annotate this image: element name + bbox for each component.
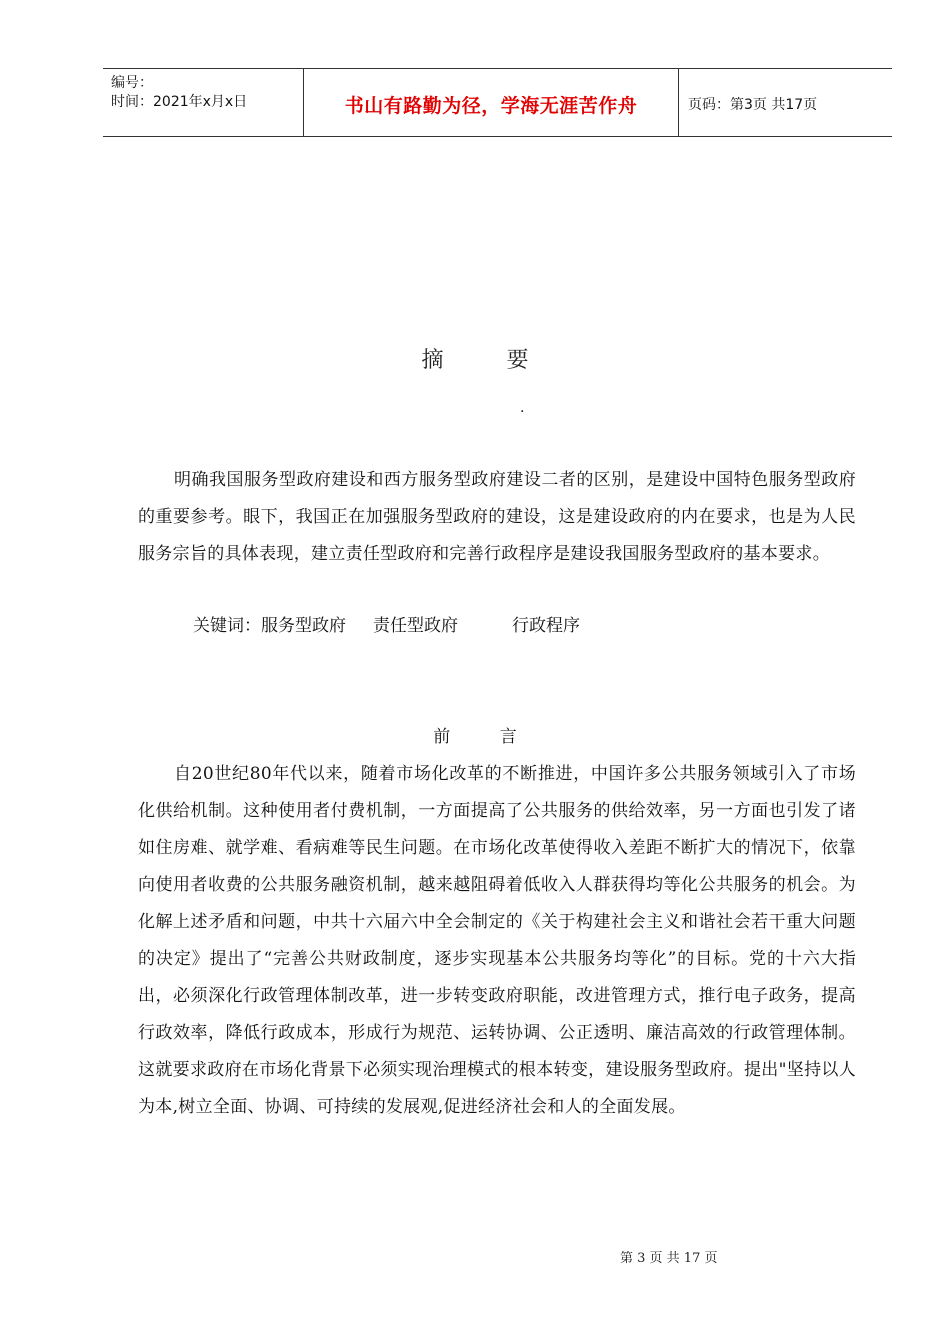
keywords-line: 关键词：服务型政府 责任型政府 行政程序: [193, 616, 581, 636]
preface-body: 自20世纪80年代以来，随着市场化改革的不断推进，中国许多公共服务领域引入了市场化供给机制。这种使用者付费机制，一方面提高了公共服务的供给效率，另一方面也引发了诸如住房难、就学难、看病难等民生问题。在市场化改革使得收入差距不断扩大的情况下，依靠向使用者收费的公共服务融资机制，越来越阻碍着低收入人群获得均等化公共服务的机会。为化解上述矛盾和问题，中共十六届六中全会制定的《关于构建社会主义和谐社会若干重大问题的决定》提出了“完善公共财政制度，逐步实现基本公共服务均等化”的目标。党的十六大指出，必须深化行政管理体制改革，进一步转变政府职能，改进管理方式，推行电子政务，提高行政效率，降低行政成本，形成行为规范、运转协调、公正透明、廉洁高效的行政管理体制。这就要求政府在市场化背景下必须实现治理模式的根本转变，建设服务型政府。提出"坚持以人为本,树立全面、协调、可持续的发展观,促进经济社会和人的全面发展。: [138, 764, 856, 1117]
abstract-body: 明确我国服务型政府建设和西方服务型政府建设二者的区别，是建设中国特色服务型政府的重要参考。眼下，我国正在加强服务型政府的建设，这是建设政府的内在要求，也是为人民服务宗旨的具体表现，建立责任型政府和完善行政程序是建设我国服务型政府的基本要求。: [138, 470, 856, 564]
abstract-dot: .: [520, 400, 525, 416]
document-header: [103, 68, 892, 137]
preface-title: 前 言: [433, 727, 539, 747]
abstract-title: 摘 要: [421, 348, 557, 373]
header-page-cell: [678, 69, 892, 136]
serial-label: 编号：: [111, 75, 153, 91]
page-code: 页码：第3页 共17页: [688, 97, 818, 113]
motto-text: 书山有路勤为径，学海无涯苦作舟: [344, 95, 638, 117]
header-motto-cell: [303, 69, 679, 136]
time-label: 时间：2021年x月x日: [111, 94, 248, 110]
page-footer: 第 3 页 共 17 页: [620, 1251, 718, 1266]
header-meta-cell: [103, 69, 303, 136]
